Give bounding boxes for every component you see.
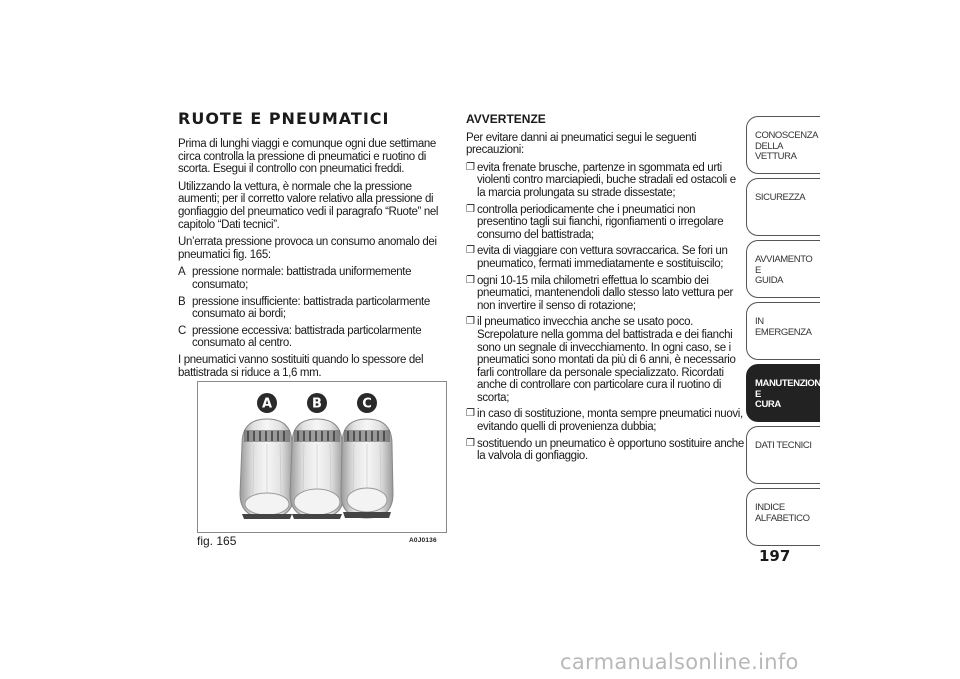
- checkbox-bullet-icon: ❐: [466, 274, 475, 286]
- tab-label-line2: DELLA VETTURA: [755, 140, 797, 162]
- tab-avviamento-e-guida[interactable]: [746, 240, 820, 298]
- warning-item: [466, 408, 746, 433]
- warning-text: controlla periodicamente che i pneumatici non presentino tagli sui fianchi, rigonfiamenti o irregolare consumo del battistrada;: [477, 203, 724, 241]
- checkbox-bullet-icon: ❐: [466, 161, 475, 173]
- right-column: [466, 113, 746, 467]
- tab-indice-alfabetico[interactable]: [746, 488, 820, 546]
- list-item-key: B: [178, 295, 186, 308]
- checkbox-bullet-icon: ❐: [466, 245, 475, 257]
- warning-text: evita di viaggiare con vettura sovraccarica. Se fori un pneumatico, fermati immediatamente e sostituiscilo;: [477, 245, 728, 270]
- tire-wear-figure: [197, 381, 447, 533]
- page-number: 197: [759, 547, 791, 565]
- tab-label-line1: INDICE ALFABETICO: [755, 502, 810, 524]
- warning-text: in caso di sostituzione, monta sempre pneumatici nuovi, evitando quelli di provenienza dubbia;: [477, 408, 743, 434]
- tab-dati-tecnici[interactable]: [746, 426, 820, 484]
- warning-item: [466, 162, 746, 200]
- list-item-key: A: [178, 266, 186, 279]
- paragraph-pressure-increase: Utilizzando la vettura, è normale che la pressione aumenti; per il corretto valore relativo alla pressione di gonfiaggio del pneumatico vedi il paragrafo “Ruote” nel capitolo “Dati tecnici”.: [178, 180, 439, 231]
- list-item-text: pressione normale: battistrada uniformemente consumato;: [192, 266, 412, 291]
- warning-text: ogni 10-15 mila chilometri effettua lo scambio dei pneumatici, mantenendoli dallo stesso lato vettura per non invertire il senso di rotazione;: [477, 274, 733, 312]
- tab-manutenzione-e-cura[interactable]: [746, 364, 827, 422]
- warnings-intro: Per evitare danni ai pneumatici segui le seguenti precauzioni:: [466, 131, 697, 157]
- list-item: [178, 325, 450, 350]
- list-item-key: C: [178, 324, 186, 337]
- tab-label-line2: CURA: [755, 399, 781, 410]
- tab-label-line1: AVVIAMENTO E: [755, 254, 813, 276]
- paragraph-check-pressure: Prima di lunghi viaggi e comunque ogni due settimane circa controlla la pressione di pneumatici e ruotino di scorta. Esegui il controllo con pneumatici freddi.: [178, 138, 436, 176]
- left-column: [178, 110, 450, 384]
- tab-label-line2: GUIDA: [755, 275, 784, 286]
- paragraph-tread-limit: I pneumatici vanno sostituiti quando lo spessore del battistrada si riduce a 1,6 mm.: [178, 353, 424, 379]
- warning-text: il pneumatico invecchia anche se usato poco. Screpolature nella gomma del battistrada e dei fianchi sono un segnale di invecchiamento. In ogni caso, se i pneumatici sono montati da più di 6 anni, è necessario farli controllare da personale specializzato. Ricordati anche di controllare con particolare cura il ruotino di scorta;: [477, 316, 736, 404]
- list-item: [178, 266, 450, 291]
- watermark: carmanualsonline.info: [560, 650, 799, 674]
- tire-label-b-text: B: [312, 396, 322, 412]
- tab-label-line1: MANUTENZIONE E: [755, 378, 827, 400]
- warning-item: [466, 316, 746, 404]
- tire-label-c-text: C: [362, 396, 372, 412]
- tire-c: [341, 419, 393, 518]
- list-item-text: pressione eccessiva: battistrada particolarmente consumato al centro.: [192, 324, 422, 350]
- tab-label-line1: DATI TECNICI: [755, 440, 812, 451]
- tab-in-emergenza[interactable]: [746, 302, 820, 360]
- tire-b: [290, 419, 344, 519]
- warning-item: [466, 438, 746, 463]
- tab-conoscenza-della-vettura[interactable]: [746, 116, 820, 174]
- figure-caption: fig. 165: [197, 534, 237, 548]
- warning-item: [466, 245, 746, 270]
- tab-label-line1: CONOSCENZA: [755, 130, 819, 141]
- checkbox-bullet-icon: ❐: [466, 203, 475, 215]
- tire-label-a-text: A: [261, 396, 273, 412]
- tab-label-line1: IN EMERGENZA: [755, 316, 812, 338]
- tire-wear-illustration: [198, 382, 446, 532]
- tire-label-a: [257, 393, 277, 413]
- checkbox-bullet-icon: ❐: [466, 408, 475, 420]
- tire-a: [240, 419, 294, 519]
- section-title: RUOTE E PNEUMATICI: [178, 109, 390, 128]
- warning-item: [466, 275, 746, 313]
- warning-text: evita frenate brusche, partenze in sgommata ed urti violenti contro marciapiedi, buche stradali ed ostacoli e la marcia prolungata su strade dissestate;: [477, 161, 736, 199]
- paragraph-wrong-pressure: Un’errata pressione provoca un consumo anomalo dei pneumatici fig. 165:: [178, 236, 437, 261]
- warning-item: [466, 204, 746, 242]
- warning-text: sostituendo un pneumatico è opportuno sostituire anche la valvola di gonfiaggio.: [477, 437, 744, 463]
- tab-sicurezza[interactable]: [746, 178, 820, 236]
- list-item: [178, 296, 450, 321]
- warnings-title: AVVERTENZE: [466, 112, 546, 126]
- tire-label-c: [357, 393, 377, 413]
- checkbox-bullet-icon: ❐: [466, 437, 475, 449]
- tire-label-b: [307, 393, 327, 413]
- tab-label-line1: SICUREZZA: [755, 192, 806, 203]
- checkbox-bullet-icon: ❐: [466, 316, 475, 328]
- list-item-text: pressione insufficiente: battistrada particolarmente consumato ai bordi;: [192, 295, 430, 321]
- figure-code: A0J0136: [409, 537, 437, 544]
